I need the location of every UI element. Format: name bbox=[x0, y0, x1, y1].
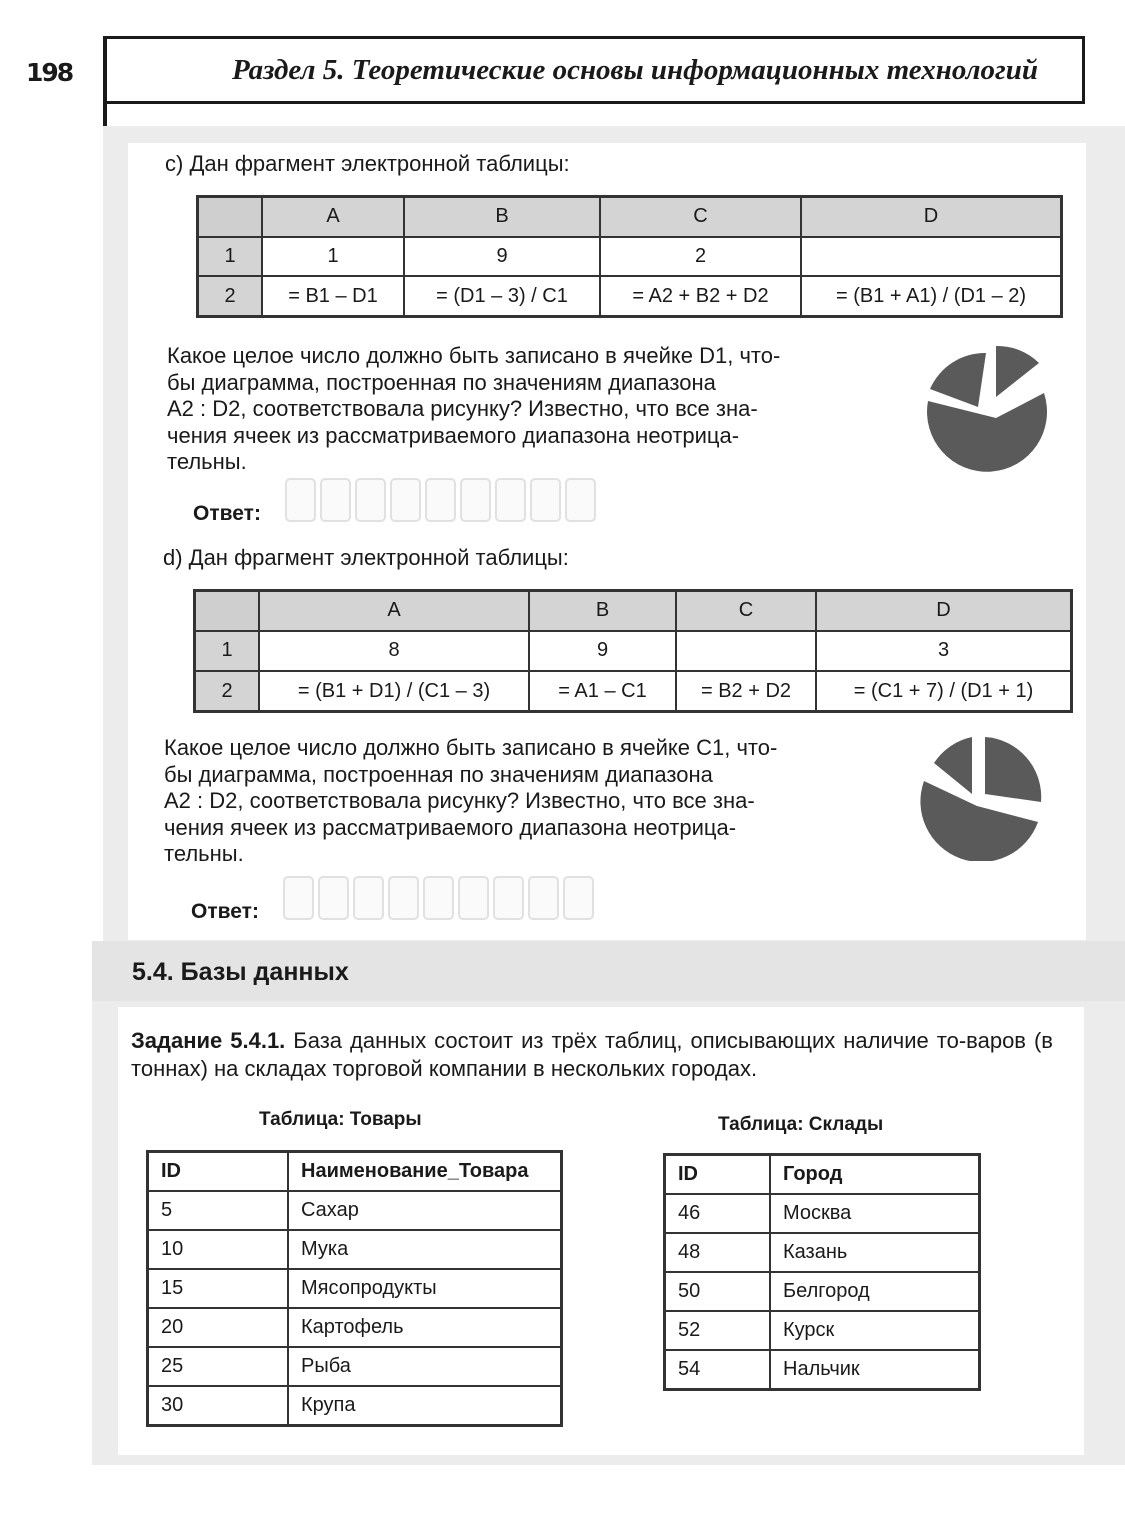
question-line: тельны. bbox=[167, 449, 247, 474]
answer-cell[interactable] bbox=[390, 478, 421, 522]
cell-b2: = (D1 – 3) / C1 bbox=[404, 276, 600, 316]
pie-chart-d bbox=[920, 736, 1045, 861]
id-cell: 52 bbox=[665, 1311, 771, 1350]
table-row bbox=[665, 1272, 980, 1311]
city-cell: Казань bbox=[770, 1233, 980, 1272]
pie-chart-c bbox=[918, 345, 1053, 475]
cell-c1 bbox=[676, 631, 816, 671]
corner-cell bbox=[195, 591, 260, 631]
question-line: A2 : D2, соответствовала рисунку? Известно, что все зна- bbox=[164, 788, 755, 813]
left-rule bbox=[103, 104, 107, 126]
name-cell: Картофель bbox=[288, 1308, 562, 1347]
exercise-c-question bbox=[167, 343, 852, 476]
answer-cell[interactable] bbox=[563, 876, 594, 920]
answer-cell[interactable] bbox=[355, 478, 386, 522]
exercise-c-answer-label: Ответ: bbox=[193, 502, 261, 525]
table-row bbox=[148, 1386, 562, 1426]
question-line: A2 : D2, соответствовала рисунку? Известно, что все зна- bbox=[167, 396, 758, 421]
answer-cell[interactable] bbox=[388, 876, 419, 920]
table-row bbox=[148, 1347, 562, 1386]
col-header-c: C bbox=[600, 197, 801, 237]
table-row bbox=[148, 1308, 562, 1347]
pie-slice bbox=[934, 737, 972, 794]
id-cell: 5 bbox=[148, 1191, 289, 1230]
section-heading: 5.4. Базы данных bbox=[132, 958, 349, 986]
cell-a2: = (B1 + D1) / (C1 – 3) bbox=[259, 671, 529, 711]
city-cell: Курск bbox=[770, 1311, 980, 1350]
question-line: Какое целое число должно быть записано в ячейке C1, что- bbox=[164, 735, 778, 760]
city-cell: Белгород bbox=[770, 1272, 980, 1311]
row-number: 1 bbox=[198, 237, 263, 276]
question-line: тельны. bbox=[164, 841, 244, 866]
cell-d1 bbox=[801, 237, 1062, 276]
id-cell: 20 bbox=[148, 1308, 289, 1347]
column-header: ID bbox=[665, 1155, 771, 1195]
id-cell: 30 bbox=[148, 1386, 289, 1426]
question-line: Какое целое число должно быть записано в ячейке D1, что- bbox=[167, 343, 781, 368]
answer-cell[interactable] bbox=[530, 478, 561, 522]
cell-b1: 9 bbox=[404, 237, 600, 276]
spreadsheet-c bbox=[196, 195, 1063, 318]
answer-cell[interactable] bbox=[318, 876, 349, 920]
row-number: 1 bbox=[195, 631, 260, 671]
answer-cell[interactable] bbox=[458, 876, 489, 920]
table-row bbox=[148, 1230, 562, 1269]
question-line: чения ячеек из рассматриваемого диапазона неотрица- bbox=[167, 422, 740, 448]
col-header-b: B bbox=[404, 197, 600, 237]
question-line: чения ячеек из рассматриваемого диапазона неотрица- bbox=[164, 814, 737, 840]
answer-cell[interactable] bbox=[460, 478, 491, 522]
answer-cell[interactable] bbox=[353, 876, 384, 920]
column-header: ID bbox=[148, 1152, 289, 1192]
col-header-a: A bbox=[259, 591, 529, 631]
cell-a2: = B1 – D1 bbox=[262, 276, 404, 316]
col-header-d: D bbox=[816, 591, 1072, 631]
col-header-d: D bbox=[801, 197, 1062, 237]
pie-slice bbox=[985, 737, 1041, 802]
cell-c2: = B2 + D2 bbox=[676, 671, 816, 711]
cell-a1: 1 bbox=[262, 237, 404, 276]
task-text: База данных состоит из трёх таблиц, описывающих наличие то-варов (в тоннах) на складах торговой компании в нескольких городах. bbox=[131, 1028, 1053, 1081]
table-row bbox=[148, 1191, 562, 1230]
name-cell: Мука bbox=[288, 1230, 562, 1269]
col-header-c: C bbox=[676, 591, 816, 631]
answer-cell[interactable] bbox=[565, 478, 596, 522]
id-cell: 10 bbox=[148, 1230, 289, 1269]
answer-cell[interactable] bbox=[495, 478, 526, 522]
exercise-d-answer-label: Ответ: bbox=[191, 900, 259, 923]
row-number: 2 bbox=[195, 671, 260, 711]
cell-d2: = (C1 + 7) / (D1 + 1) bbox=[816, 671, 1072, 711]
exercise-c-answer-input[interactable] bbox=[285, 478, 596, 522]
col-header-a: A bbox=[262, 197, 404, 237]
section-header-title: Раздел 5. Теоретические основы информационных технологий bbox=[232, 54, 1038, 86]
name-cell: Рыба bbox=[288, 1347, 562, 1386]
answer-cell[interactable] bbox=[283, 876, 314, 920]
pie-slice bbox=[930, 353, 986, 407]
table-row bbox=[665, 1194, 980, 1233]
page-number: 198 bbox=[26, 58, 73, 87]
answer-cell[interactable] bbox=[493, 876, 524, 920]
cell-b1: 9 bbox=[529, 631, 676, 671]
pie-slice bbox=[927, 393, 1047, 472]
corner-cell bbox=[198, 197, 263, 237]
cell-a1: 8 bbox=[259, 631, 529, 671]
cell-d1: 3 bbox=[816, 631, 1072, 671]
warehouses-table-caption: Таблица: Склады bbox=[718, 1114, 884, 1135]
name-cell: Сахар bbox=[288, 1191, 562, 1230]
column-header: Город bbox=[770, 1155, 980, 1195]
goods-table-caption: Таблица: Товары bbox=[259, 1109, 422, 1130]
question-line: бы диаграмма, построенная по значениям диапазона bbox=[167, 369, 716, 395]
row-number: 2 bbox=[198, 276, 263, 316]
name-cell: Крупа bbox=[288, 1386, 562, 1426]
answer-cell[interactable] bbox=[423, 876, 454, 920]
id-cell: 25 bbox=[148, 1347, 289, 1386]
table-row bbox=[148, 1269, 562, 1308]
table-row bbox=[665, 1350, 980, 1390]
exercise-d-intro: d) Дан фрагмент электронной таблицы: bbox=[163, 545, 569, 570]
task-description bbox=[131, 1027, 1053, 1083]
col-header-b: B bbox=[529, 591, 676, 631]
cell-d2: = (B1 + A1) / (D1 – 2) bbox=[801, 276, 1062, 316]
column-header: Наименование_Товара bbox=[288, 1152, 562, 1192]
spreadsheet-d bbox=[193, 589, 1073, 713]
answer-cell[interactable] bbox=[425, 478, 456, 522]
exercise-d-answer-input[interactable] bbox=[283, 876, 594, 920]
cell-b2: = A1 – C1 bbox=[529, 671, 676, 711]
cell-c1: 2 bbox=[600, 237, 801, 276]
id-cell: 54 bbox=[665, 1350, 771, 1390]
exercise-d-question bbox=[164, 735, 849, 868]
goods-table bbox=[146, 1150, 563, 1427]
id-cell: 15 bbox=[148, 1269, 289, 1308]
city-cell: Нальчик bbox=[770, 1350, 980, 1390]
answer-cell[interactable] bbox=[528, 876, 559, 920]
exercise-c-intro: c) Дан фрагмент электронной таблицы: bbox=[165, 151, 570, 176]
city-cell: Москва bbox=[770, 1194, 980, 1233]
id-cell: 50 bbox=[665, 1272, 771, 1311]
question-line: бы диаграмма, построенная по значениям диапазона bbox=[164, 761, 713, 787]
cell-c2: = A2 + B2 + D2 bbox=[600, 276, 801, 316]
pie-slice bbox=[996, 346, 1039, 397]
task-label: Задание 5.4.1. bbox=[131, 1028, 286, 1053]
table-row bbox=[665, 1311, 980, 1350]
answer-cell[interactable] bbox=[320, 478, 351, 522]
name-cell: Мясопродукты bbox=[288, 1269, 562, 1308]
id-cell: 46 bbox=[665, 1194, 771, 1233]
id-cell: 48 bbox=[665, 1233, 771, 1272]
warehouses-table bbox=[663, 1153, 981, 1391]
table-row bbox=[665, 1233, 980, 1272]
answer-cell[interactable] bbox=[285, 478, 316, 522]
